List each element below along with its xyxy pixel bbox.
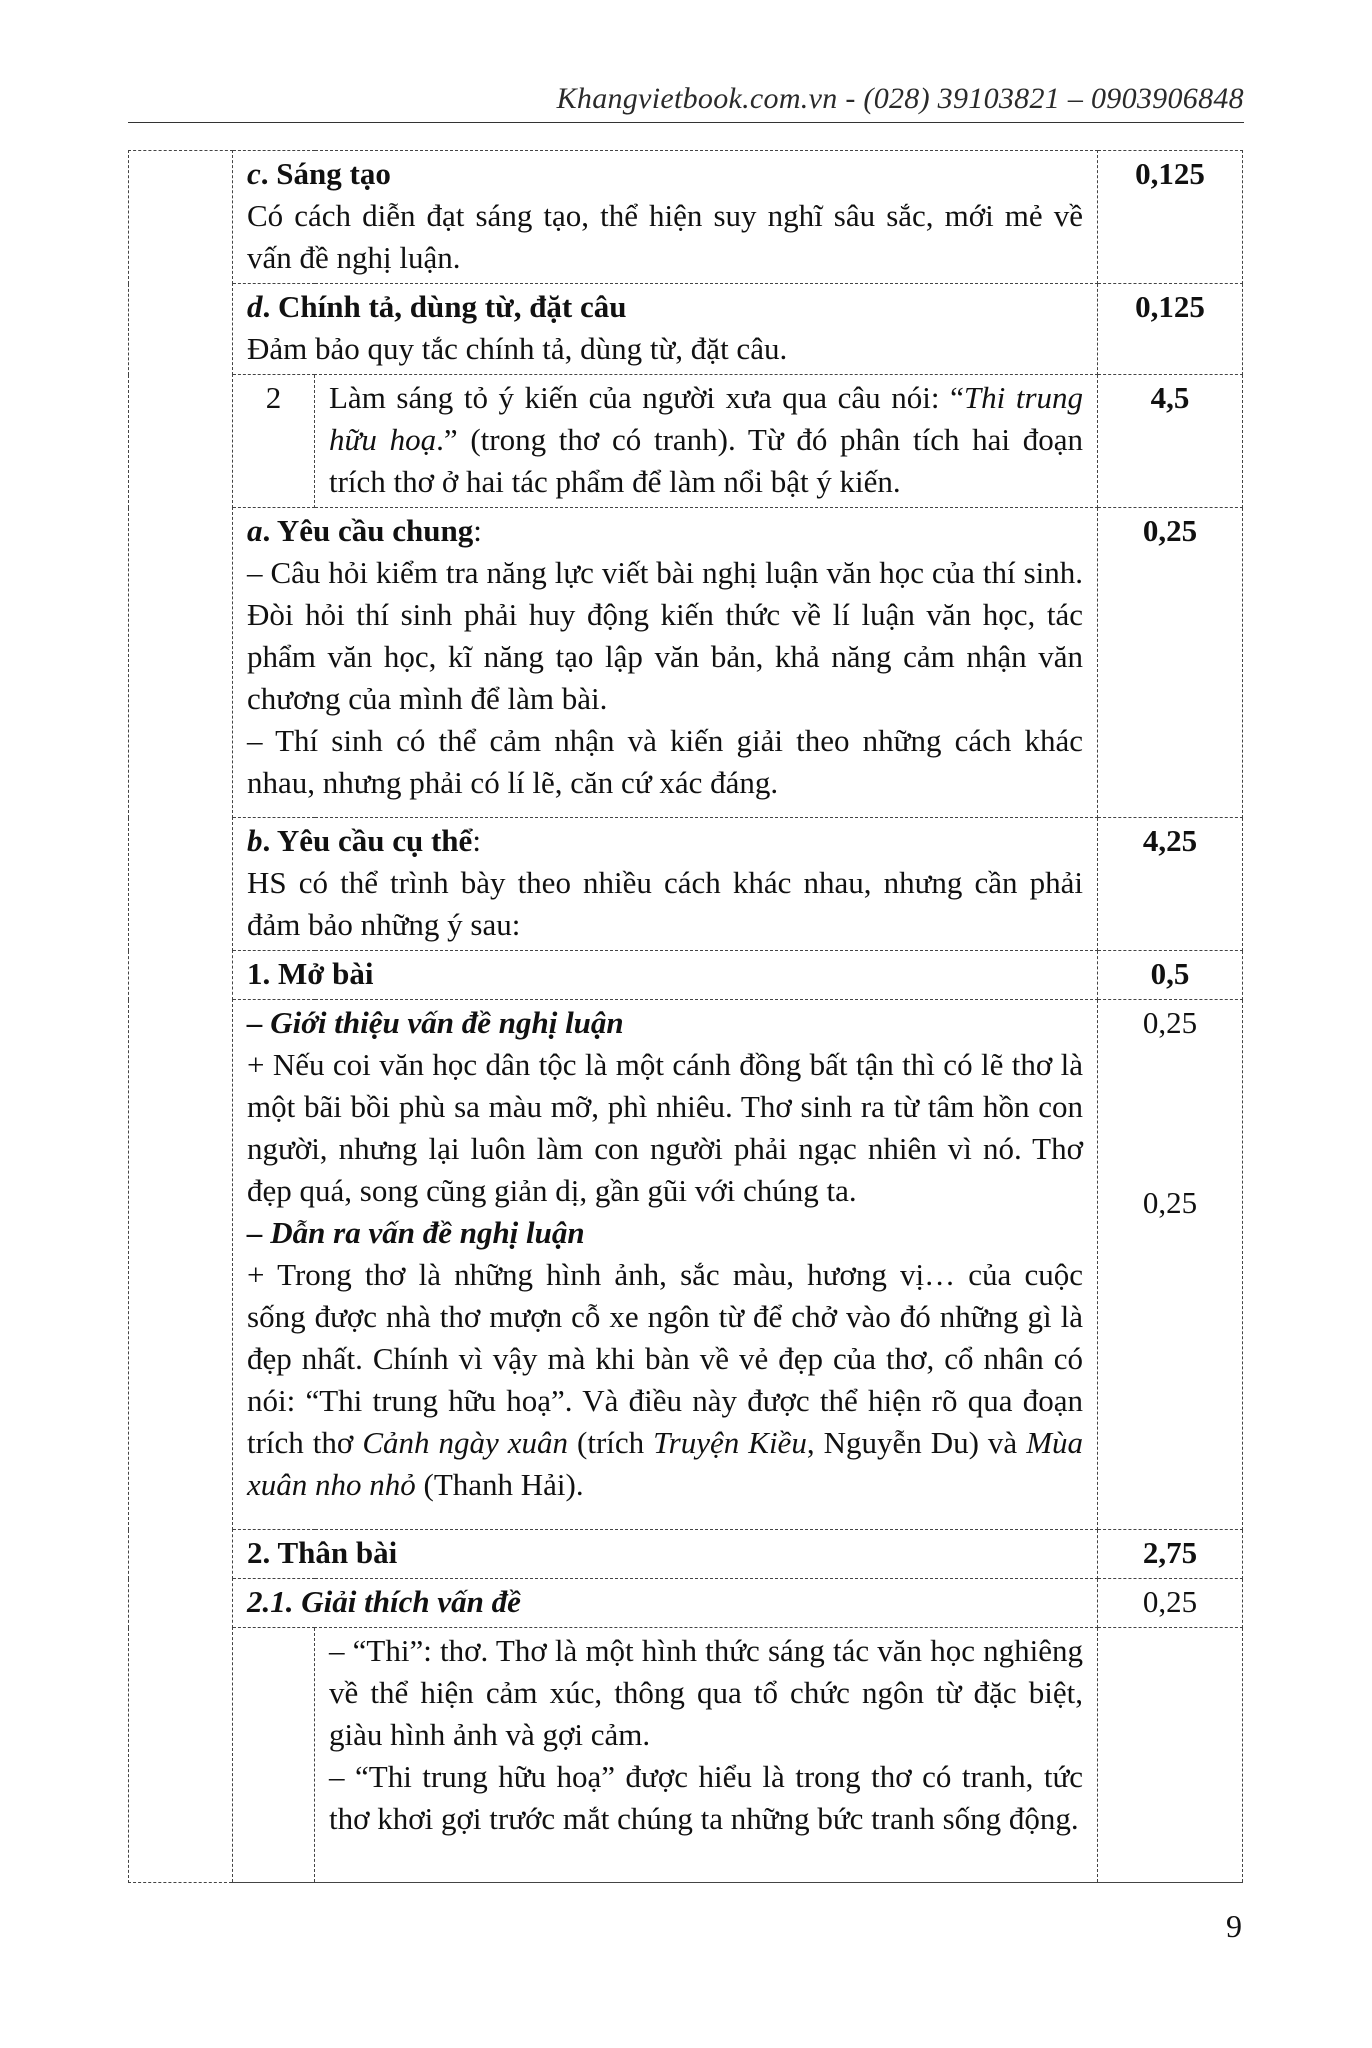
score-cell: 4,5 (1098, 375, 1243, 508)
score-cell: 0,25 (1098, 508, 1243, 818)
score-cell: 0,25 (1098, 1579, 1243, 1628)
criterion-text: Đảm bảo quy tắc chính tả, dùng từ, đặt câu. (247, 331, 788, 366)
page-header: Khangvietbook.com.vn - (028) 39103821 – 0903906848 (556, 82, 1244, 115)
paragraph: + Trong thơ là những hình ảnh, sắc màu, hương vị… của cuộc sống được nhà thơ mượn cỗ xe ngôn từ để chở vào đó những gì là đẹp nhất. Chính vì vậy mà khi bàn về vẻ đẹp của thơ, cổ nhân có nói: “Thi trung hữu hoạ”. Và điều này được thể hiện rõ qua đoạn trích thơ Cảnh ngày xuân (trích Truyện Kiều, Nguyễn Du) và Mùa xuân nho nhỏ (Thanh Hải). (247, 1257, 1084, 1502)
criterion-text: Có cách diễn đạt sáng tạo, thể hiện suy nghĩ sâu sắc, mới mẻ về vấn đề nghị luận. (247, 198, 1084, 275)
quote-text: Thi trung hữu hoạ (329, 380, 1084, 457)
paragraph: – “Thi”: thơ. Thơ là một hình thức sáng tác văn học nghiêng về thể hiện cảm xúc, thông qua tổ chức ngôn từ đặc biệt, giàu hình ảnh và gợi cảm. (329, 1633, 1084, 1752)
question-number: 2 (233, 375, 315, 508)
score-cell (1098, 1628, 1243, 1883)
row-than-bai (129, 1530, 1243, 1579)
criterion-yeu-cau-chung: a. Yêu cầu chung: – Câu hỏi kiểm tra năng lực viết bài nghị luận văn học của thí sinh. Đòi hỏi thí sinh phải huy động kiến thức về lí luận văn học, tác phẩm văn học, kĩ năng tạo lập văn bản, khả năng cảm nhận văn chương của mình để làm bài. – Thí sinh có thể cảm nhận và kiến giải theo những cách khác nhau, nhưng phải có lí lẽ, căn cứ xác đáng. (233, 508, 1098, 818)
criterion-sang-tao (233, 151, 1098, 284)
score-item: 0,25 (1142, 1005, 1198, 1040)
section-title: 2. Thân bài (233, 1530, 1098, 1579)
row-yeu-cau-chung (129, 508, 1243, 818)
subheading: – Giới thiệu vấn đề nghị luận (247, 1005, 624, 1040)
criterion-prefix: c (247, 156, 261, 191)
question-text: Làm sáng tỏ ý kiến của người xưa qua câu nói: “Thi trung hữu hoạ.” (trong thơ có tranh). Từ đó phân tích hai đoạn trích thơ ở hai tác phẩm để làm nổi bật ý kiến. (315, 375, 1098, 508)
section-title: 2.1. Giải thích vấn đề (233, 1579, 1098, 1628)
score-cell: 4,25 (1098, 818, 1243, 951)
criterion-yeu-cau-cu-the: b. Yêu cầu cụ thể: HS có thể trình bày theo nhiều cách khác nhau, nhưng cần phải đảm bảo những ý sau: (233, 818, 1098, 951)
header-rule (128, 122, 1244, 123)
score-item: 0,25 (1142, 1185, 1198, 1220)
score-cell (1098, 1000, 1243, 1530)
grading-table (128, 150, 1243, 1883)
row-yeu-cau-cu-the (129, 818, 1243, 951)
row-mo-bai (129, 951, 1243, 1000)
criterion-title: . Sáng tạo (260, 156, 391, 191)
paragraph: – Thí sinh có thể cảm nhận và kiến giải theo những cách khác nhau, nhưng phải có lí lẽ, căn cứ xác đáng. (247, 723, 1084, 800)
row-giai-thich (129, 1579, 1243, 1628)
row-giai-thich-content (129, 1628, 1243, 1883)
score-cell: 2,75 (1098, 1530, 1243, 1579)
row-chinh-ta (129, 284, 1243, 375)
score-cell: 0,5 (1098, 951, 1243, 1000)
paragraph: + Nếu coi văn học dân tộc là một cánh đồng bất tận thì có lẽ thơ là một bãi bồi phù sa màu mỡ, phì nhiêu. Thơ sinh ra từ tâm hồn con người, nhưng lại luôn làm con người phải ngạc nhiên vì nó. Thơ đẹp quá, song cũng giản dị, gần gũi với chúng ta. (247, 1047, 1084, 1208)
row-mo-bai-content (129, 1000, 1243, 1530)
work-title: Truyện Kiều (653, 1425, 807, 1460)
section-title: 1. Mở bài (233, 951, 1098, 1000)
subheading: – Dẫn ra vấn đề nghị luận (247, 1215, 585, 1250)
giai-thich-content (315, 1628, 1098, 1883)
row-sang-tao (129, 151, 1243, 284)
score-cell: 0,125 (1098, 284, 1243, 375)
work-title: Cảnh ngày xuân (362, 1425, 569, 1460)
criterion-chinh-ta (233, 284, 1098, 375)
page-number: 9 (1226, 1908, 1242, 1944)
paragraph: – Câu hỏi kiểm tra năng lực viết bài nghị luận văn học của thí sinh. Đòi hỏi thí sinh phải huy động kiến thức về lí luận văn học, tác phẩm văn học, kĩ năng tạo lập văn bản, khả năng cảm nhận văn chương của mình để làm bài. (247, 555, 1084, 716)
paragraph: HS có thể trình bày theo nhiều cách khác nhau, nhưng cần phải đảm bảo những ý sau: (247, 865, 1084, 942)
work-title: Mùa xuân nho nhỏ (247, 1425, 1084, 1502)
paragraph: – “Thi trung hữu hoạ” được hiểu là trong thơ có tranh, tức thơ khơi gợi trước mắt chúng ta những bức tranh sống động. (329, 1759, 1084, 1836)
score-cell: 0,125 (1098, 151, 1243, 284)
criterion-prefix: d (247, 289, 263, 324)
mo-bai-content (233, 1000, 1098, 1530)
row-question-2 (129, 375, 1243, 508)
criterion-title: . Chính tả, dùng từ, đặt câu (262, 289, 627, 324)
empty-cell (233, 1628, 315, 1883)
question-column (129, 151, 233, 1883)
